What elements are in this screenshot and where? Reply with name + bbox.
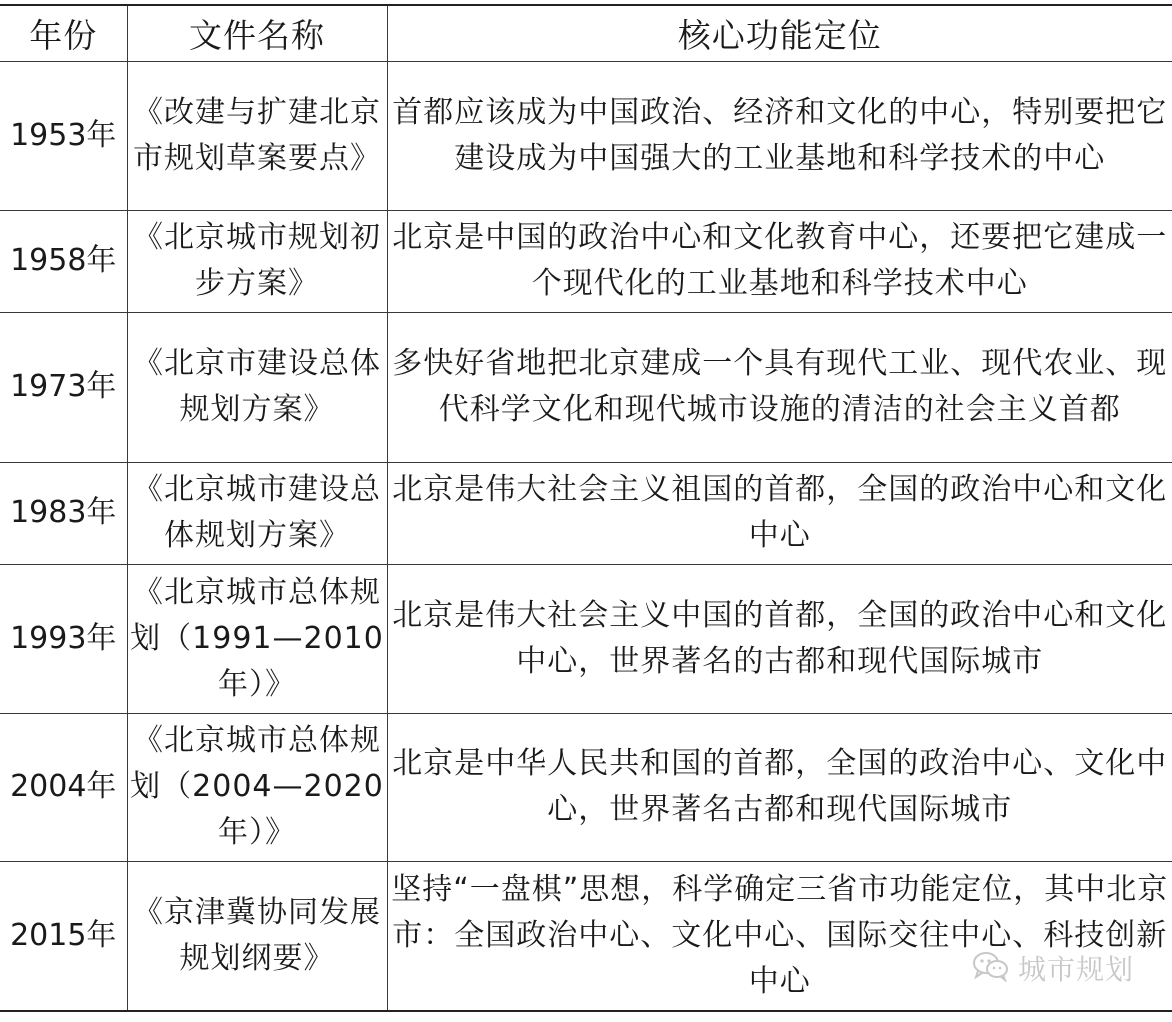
document-cell: 《北京市建设总体规划方案》 — [127, 312, 387, 462]
header-document: 文件名称 — [127, 5, 387, 61]
document-cell: 《改建与扩建北京市规划草案要点》 — [127, 61, 387, 210]
table-row — [0, 713, 1172, 861]
year-cell: 2015年 — [0, 861, 127, 1011]
watermark — [972, 948, 1134, 988]
year-cell: 2004年 — [0, 713, 127, 861]
function-cell: 北京是中华人民共和国的首都，全国的政治中心、文化中心，世界著名古都和现代国际城市 — [387, 713, 1172, 861]
function-cell: 坚持“一盘棋”思想，科学确定三省市功能定位，其中北京市：全国政治中心、文化中心、国际交往中心、科技创新中心 — [387, 861, 1172, 1011]
document-cell: 《北京城市规划初步方案》 — [127, 210, 387, 312]
function-cell: 首都应该成为中国政治、经济和文化的中心，特别要把它建设成为中国强大的工业基地和科学技术的中心 — [387, 61, 1172, 210]
year-cell: 1973年 — [0, 312, 127, 462]
watermark-text: 城市规划 — [1017, 953, 1134, 986]
document-cell: 《北京城市总体规划（2004—2020年）》 — [127, 713, 387, 861]
function-cell: 北京是中国的政治中心和文化教育中心，还要把它建成一个现代化的工业基地和科学技术中心 — [387, 210, 1172, 312]
function-cell: 多快好省地把北京建成一个具有现代工业、现代农业、现代科学文化和现代城市设施的清洁的社会主义首都 — [387, 312, 1172, 462]
table-row — [0, 564, 1172, 713]
table-row — [0, 61, 1172, 210]
year-cell: 1958年 — [0, 210, 127, 312]
table-row — [0, 462, 1172, 564]
year-cell: 1993年 — [0, 564, 127, 713]
table-row — [0, 312, 1172, 462]
header-function: 核心功能定位 — [387, 5, 1172, 61]
function-cell: 北京是伟大社会主义中国的首都，全国的政治中心和文化中心，世界著名的古都和现代国际城市 — [387, 564, 1172, 713]
document-cell: 《北京城市建设总体规划方案》 — [127, 462, 387, 564]
table-header-row — [0, 5, 1172, 61]
function-cell: 北京是伟大社会主义祖国的首都，全国的政治中心和文化中心 — [387, 462, 1172, 564]
document-cell: 《京津冀协同发展规划纲要》 — [127, 861, 387, 1011]
wechat-icon — [972, 950, 1010, 986]
year-cell: 1953年 — [0, 61, 127, 210]
year-cell: 1983年 — [0, 462, 127, 564]
table-row — [0, 861, 1172, 1011]
table-row — [0, 210, 1172, 312]
header-year: 年份 — [0, 5, 127, 61]
document-cell: 《北京城市总体规划（1991—2010年）》 — [127, 564, 387, 713]
planning-table — [0, 4, 1172, 1012]
